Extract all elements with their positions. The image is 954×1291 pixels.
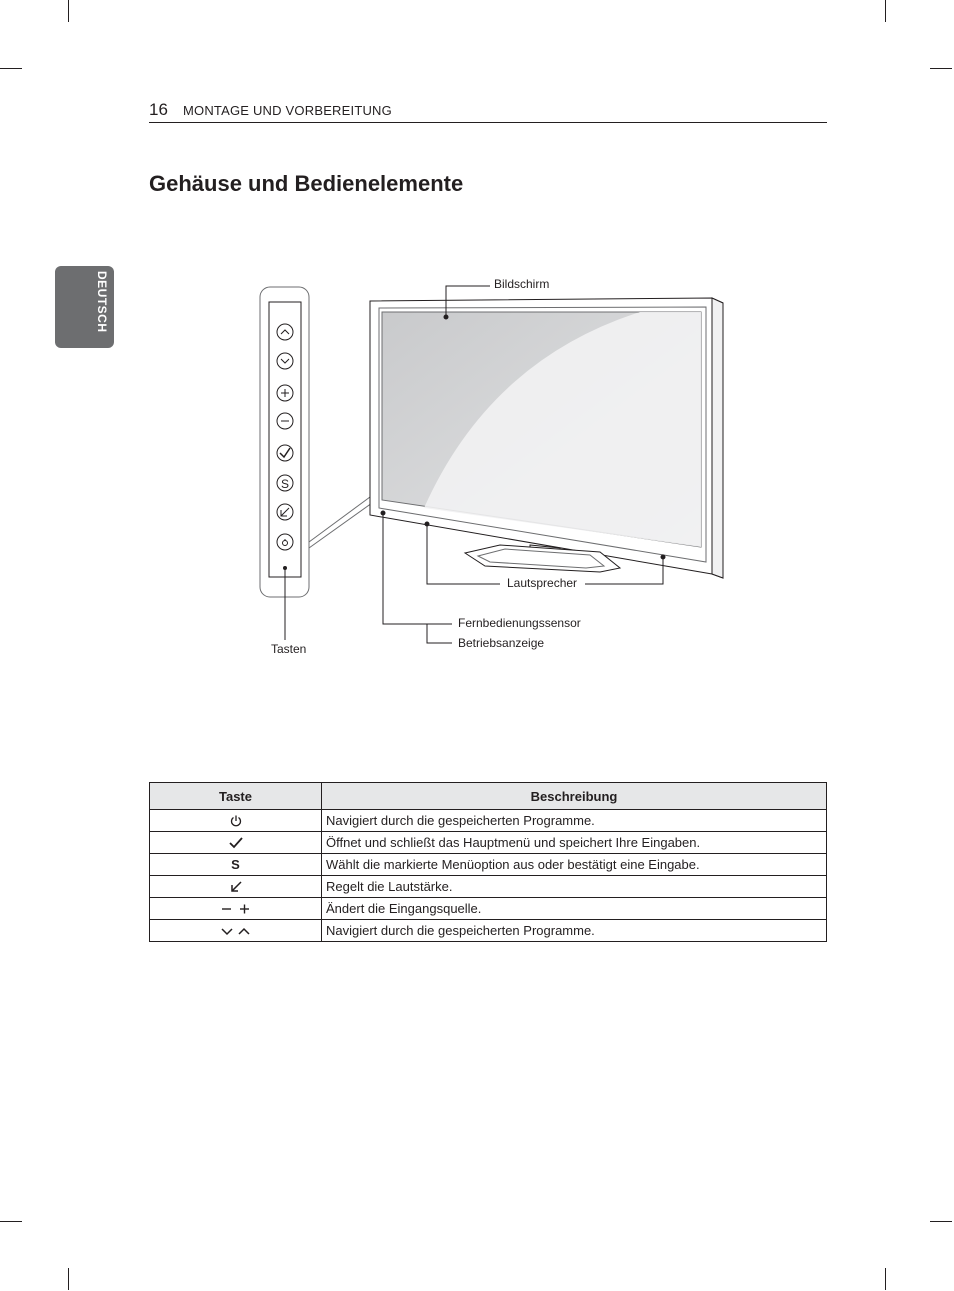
table-row — [150, 810, 827, 832]
table-row — [150, 920, 827, 942]
header-description: Beschreibung — [322, 783, 827, 810]
input-arrow-icon — [229, 880, 243, 894]
key-cell — [150, 920, 322, 942]
header-key: Taste — [150, 783, 322, 810]
label-power-indicator: Betriebsanzeige — [458, 636, 545, 650]
description-cell: Wählt die markierte Menüoption aus oder bestätigt eine Eingabe. — [322, 854, 827, 876]
key-cell — [150, 832, 322, 854]
table-row — [150, 832, 827, 854]
crop-mark — [885, 1268, 886, 1290]
page-number: 16 — [149, 100, 168, 119]
description-cell: Ändert die Eingangsquelle. — [322, 898, 827, 920]
crop-mark — [930, 1221, 952, 1222]
description-cell: Öffnet und schließt das Hauptmenü und speichert Ihre Eingaben. — [322, 832, 827, 854]
controls-table — [149, 782, 827, 942]
chevron-down-up-icon — [220, 924, 252, 938]
language-tab-label: DEUTSCH — [95, 271, 109, 333]
power-icon — [229, 814, 243, 828]
key-cell — [150, 898, 322, 920]
check-icon — [228, 836, 244, 850]
section-name: MONTAGE UND VORBEREITUNG — [183, 103, 392, 118]
table-row — [150, 898, 827, 920]
label-buttons: Tasten — [271, 642, 307, 656]
label-speakers: Lautsprecher — [507, 576, 578, 590]
s-icon: S — [231, 857, 240, 872]
description-cell: Navigiert durch die gespeicherten Programme. — [322, 810, 827, 832]
label-remote-sensor: Fernbedienungssensor — [458, 616, 581, 630]
label-screen: Bildschirm — [494, 277, 550, 291]
tv-body — [370, 298, 723, 578]
description-cell: Regelt die Lautstärke. — [322, 876, 827, 898]
table-header-row — [150, 783, 827, 810]
page-title: Gehäuse und Bedienelemente — [149, 171, 464, 196]
table-row — [150, 876, 827, 898]
key-cell — [150, 854, 322, 876]
table-row — [150, 854, 827, 876]
description-cell: Navigiert durch die gespeicherten Programme. — [322, 920, 827, 942]
key-cell — [150, 810, 322, 832]
crop-mark — [0, 1221, 22, 1222]
key-cell — [150, 876, 322, 898]
minus-plus-icon — [220, 902, 252, 916]
crop-mark — [68, 1268, 69, 1290]
svg-text:S: S — [280, 477, 290, 491]
